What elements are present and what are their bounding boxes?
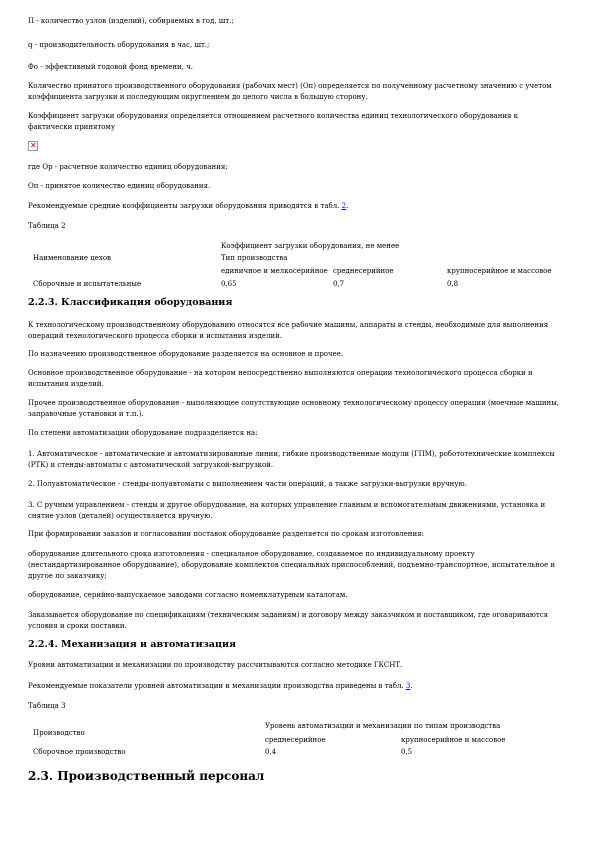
table-cell: 0,7 (333, 280, 345, 288)
table-column-header: среднесерийное (265, 736, 326, 744)
table-cell: Сборочное производство (33, 748, 126, 756)
text-line: где Ор - расчетное количество единиц оборудования; (28, 163, 228, 171)
table-group-header: Коэффициент загрузки оборудования, не менее (221, 242, 400, 250)
table-group-header: Уровень автоматизации и механизации по типам производства (265, 722, 501, 730)
table-cell: 0,65 (221, 280, 237, 288)
paragraph: оборудование длительного срока изготовления - специальное оборудование, создаваемое по индивидуальному проекту (нестандартизированное оборудование), оборудование комплектов специальных приспособлений, подъемно-транспортное, испытательное и другое по заказчику; (28, 550, 555, 580)
table-column-header: единичное и мелкосерийное (221, 267, 328, 275)
table-3-link[interactable]: 3 (405, 682, 411, 690)
text-fragment: . (346, 202, 349, 210)
list-item: 1. Автоматическое - автоматические и автоматизированные линии, гибкие производственные модули (ГПМ), робототехнические комплексы (РТК) и стенды-автоматы с автоматической загрузкой-выгрузкой. (28, 450, 555, 469)
paragraph: Основное производственное оборудование - на котором непосредственно выполняются операции технологического процесса сборки и испытания изделий. (28, 369, 533, 388)
paragraph: По степени автоматизации оборудование подразделяется на: (28, 429, 258, 437)
list-item: 3. С ручным управлением - стенды и другое оборудование, на которых управление главным и вспомогательным движениями, установка и снятие узлов (деталей) осуществляется вручную. (28, 501, 546, 520)
table-subgroup-header: Тип производства (221, 254, 288, 262)
table-column-header: крупносерийное и массовое (401, 736, 506, 744)
table-cell: 0,5 (401, 748, 413, 756)
text-fragment: Рекомендуемые показатели уровней автоматизации и механизации производства приведены в табл. (28, 682, 404, 690)
paragraph: Заказывается оборудование по спецификациям (техническим заданиям) и договору между заказчиком и поставщиком, где оговариваются условия и сроки поставки. (28, 611, 549, 630)
table-column-header: среднесерийное (333, 267, 394, 275)
paragraph: При формировании заказов и согласовании поставок оборудование разделяется по срокам изготовления: (28, 530, 424, 538)
paragraph: К технологическому производственному оборудованию относятся все рабочие машины, аппараты и стенды, необходимые для выполнения операций технологического процесса сборки и испытания изделий. (28, 321, 549, 340)
text-line: Фо - эффективный годовой фонд времени, ч. (28, 63, 193, 71)
list-item: 2. Полуавтоматическое - стенды-полуавтоматы с выполнением части операций, а также загрузки-выгрузки вручную. (28, 480, 467, 488)
paragraph: Прочее производственное оборудование - выполняющее сопутствующие основному технологическому процессу операции (моечные машины, заправочные установки и т.п.). (28, 399, 559, 418)
text-line: q - производительность оборудования в час, шт.; (28, 41, 210, 49)
section-heading: 2.3. Производственный персонал (28, 769, 265, 783)
table-cell: 0,8 (447, 280, 459, 288)
text-line: Оп - принятое количество единиц оборудования. (28, 182, 211, 190)
section-heading: 2.2.4. Механизация и автоматизация (28, 639, 237, 650)
paragraph: По назначению производственное оборудование разделяется на основное и прочее. (28, 350, 344, 358)
section-heading: 2.2.3. Классификация оборудования (28, 297, 233, 308)
text-fragment: . (410, 682, 413, 690)
paragraph: Уровни автоматизации и механизации по производству рассчитываются согласно методике ГКСНТ. (28, 661, 403, 669)
text-fragment: Рекомендуемые средние коэффициенты загрузки оборудования приводятся в табл. (28, 202, 340, 210)
paragraph: оборудование, серийно-выпускаемое заводами согласно номенклатурным каталогам. (28, 591, 348, 599)
paragraph (28, 681, 413, 692)
table-column-header: Производство (33, 729, 85, 737)
paragraph: Коэффициент загрузки оборудования определяется отношением расчетного количества единиц технологического оборудования к фактически принятому (28, 112, 519, 131)
table-cell: 0,4 (265, 748, 277, 756)
table-caption: Таблица 3 (28, 702, 66, 710)
table-column-header: Наименование цехов (33, 254, 111, 262)
paragraph: Количество принятого производственного оборудования (рабочих мест) (Оп) определяется по полученному расчетному значению с учетом коэффициента загрузки и последующим округлением до целого числа в большую сторону. (28, 82, 552, 101)
table-column-header: крупносерийное и массовое (447, 267, 552, 275)
text-line: П - количество узлов (изделий), собираемых в год, шт.; (28, 17, 234, 25)
table-caption: Таблица 2 (28, 222, 66, 230)
broken-image-icon: ✕ (30, 141, 37, 150)
table-cell: Сборочные и испытательные (33, 280, 142, 288)
table-2-link[interactable]: 2 (341, 202, 347, 210)
text-line (28, 201, 348, 212)
